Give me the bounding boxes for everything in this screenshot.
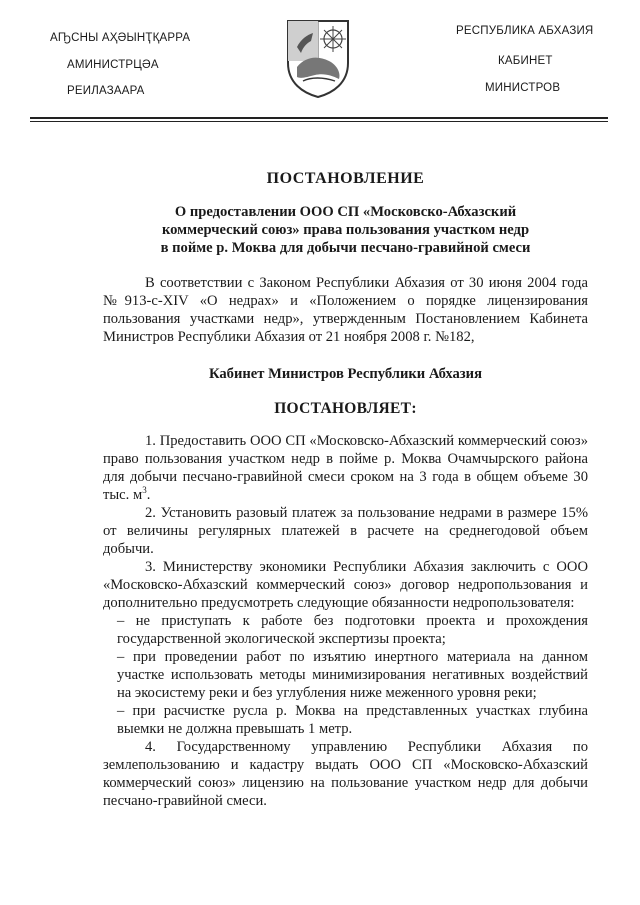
cabinet-heading: Кабинет Министров Республики Абхазия	[209, 366, 482, 382]
subject-line: О предоставлении ООО СП «Московско-Абхазский	[174, 204, 517, 220]
item-3-subpoint: – при проведении работ по изъятию инертного материала на данном участке использовать методы минимизирования негативных воздействий на экосистему реки и без углубления ниже меженного уровня реки;	[117, 649, 588, 701]
subject-line: в пойме р. Моква для добычи песчано-гравийной смеси	[160, 240, 531, 256]
document-body	[103, 170, 588, 810]
item-4-paragraph: 4. Государственному управлению Республики Абхазия по землепользованию и кадастру выдать ООО СП «Московско-Абхазский коммерческий союз» лицензию на пользование участком недр для добычи песчано-гравийной смеси.	[103, 739, 588, 809]
item-3-subpoint: – при расчистке русла р. Моква на представленных участках глубина выемки не должна превышать 1 метр.	[117, 703, 588, 737]
item-2-paragraph: 2. Установить разовый платеж за пользование недрами в размере 15% от величины регулярных платежей в расчете на среднегодовой объем добычи.	[103, 505, 588, 557]
subject-line: коммерческий союз» права пользования участком недр	[161, 222, 530, 238]
item-1-text: 1. Предоставить ООО СП «Московско-Абхазский коммерческий союз» право пользования участком недр в пойме р. Моква Очамчырского района для добычи песчано-гравийной смеси сроком на 3 года в общем объеме 30 тыс. м	[103, 433, 588, 503]
item-1-paragraph	[103, 432, 588, 504]
header-right-line2: КАБИНЕТ	[498, 55, 553, 67]
resolves-heading: ПОСТАНОВЛЯЕТ:	[274, 400, 417, 417]
header-divider-thick	[30, 117, 608, 119]
header-left-line2: АМИНИСТРЦӘА	[67, 59, 159, 71]
header-right-line1: РЕСПУБЛИКА АБХАЗИЯ	[456, 25, 594, 37]
coat-of-arms-icon	[283, 17, 353, 99]
document-subject	[103, 203, 588, 257]
preamble-paragraph: В соответствии с Законом Республики Абхазия от 30 июня 2004 года №913-с-XIV «О недрах» и «Положением о порядке лицензирования пользования участками недр», утвержденным Постановлением Кабинета Министров Республики Абхазия от 21 ноября 2008 г. №182,	[103, 275, 588, 345]
document-title: ПОСТАНОВЛЕНИЕ	[266, 170, 425, 187]
header-left-line1: АҦСНЫ АҲӘЫНҬҚАРРА	[50, 32, 191, 44]
header-right-line3: МИНИСТРОВ	[485, 82, 561, 94]
header-left-line3: РЕИЛАЗААРА	[67, 85, 145, 97]
header-divider-thin	[30, 121, 608, 122]
item-3-subpoint: – не приступать к работе без подготовки проекта и прохождения государственной экологической экспертизы проекта;	[117, 613, 588, 647]
item-3-paragraph: 3. Министерству экономики Республики Абхазия заключить с ООО «Московско-Абхазский коммерческий союз» договор недропользования и дополнительно предусмотреть следующие обязанности недропользователя:	[103, 559, 588, 611]
cubic-superscript: 3	[142, 485, 147, 496]
item-1-end: .	[146, 487, 151, 503]
